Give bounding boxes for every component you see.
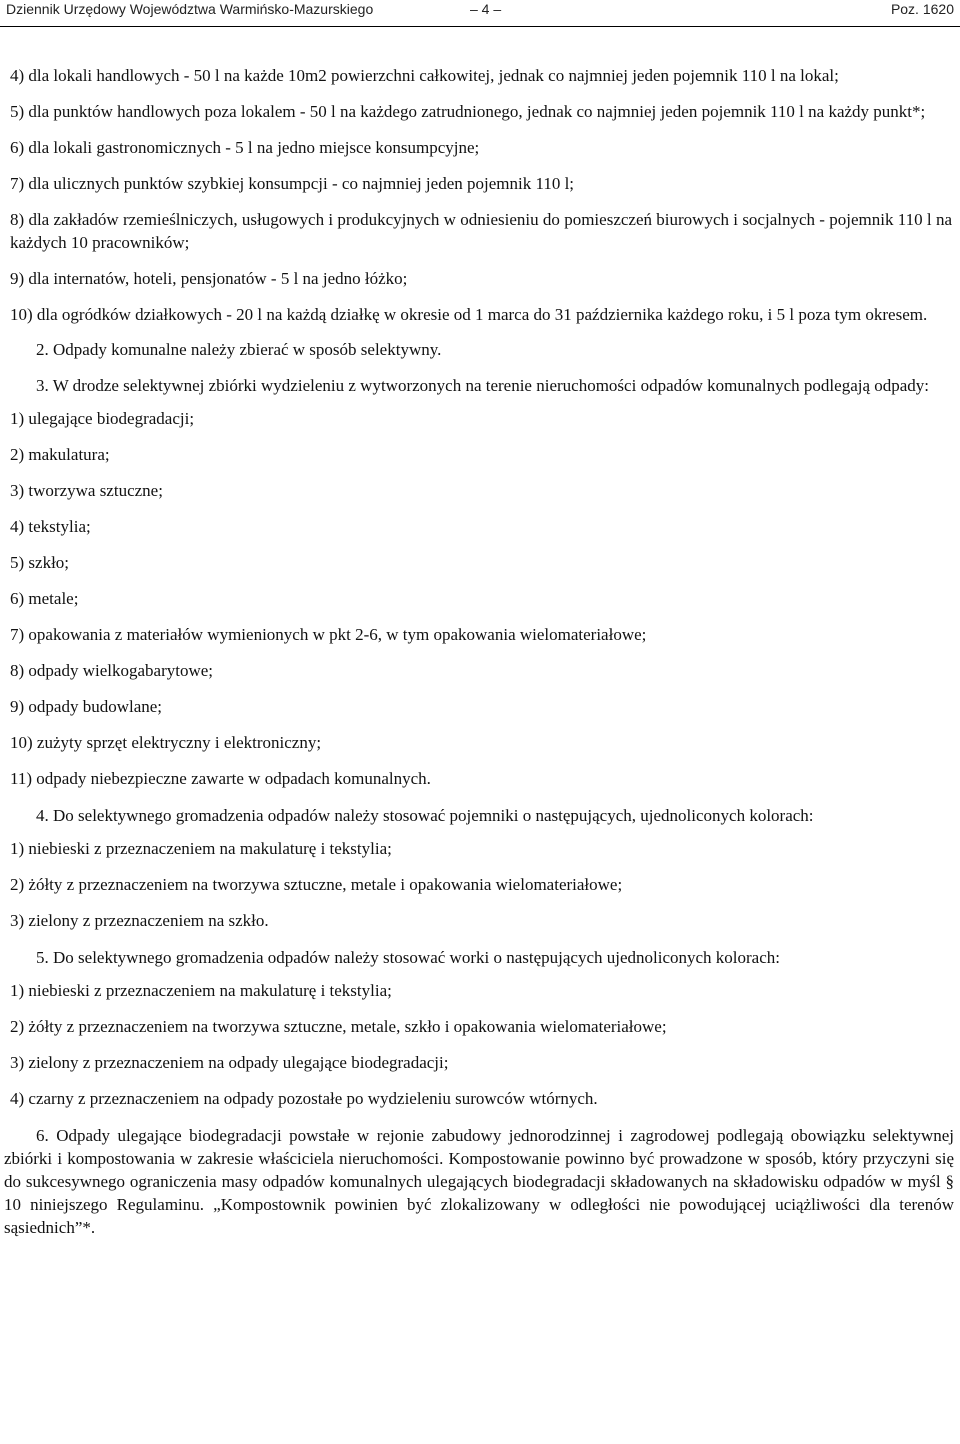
list-item: 2) makulatura; bbox=[10, 445, 110, 464]
page-number: – 4 – bbox=[470, 1, 502, 17]
section-2: 2. Odpady komunalne należy zbierać w sposób selektywny. bbox=[36, 340, 442, 359]
section-5: 5. Do selektywnego gromadzenia odpadów należy stosować worki o następujących ujednoliconych kolorach: bbox=[36, 948, 780, 967]
list-item: 4) dla lokali handlowych - 50 l na każde 10m2 powierzchni całkowitej, jednak co najmniej jeden pojemnik 110 l na lokal; bbox=[10, 66, 839, 85]
list-item: 4) tekstylia; bbox=[10, 517, 91, 536]
list-item: 8) dla zakładów rzemieślniczych, usługowych i produkcyjnych w odniesieniu do pomieszczeń biurowych i socjalnych - pojemnik 110 l na każdych 10 pracowników; bbox=[10, 210, 952, 252]
list-item: 5) dla punktów handlowych poza lokalem - 50 l na każdego zatrudnionego, jednak co najmniej jeden pojemnik 110 l na każdy punkt*; bbox=[10, 102, 926, 121]
list-item: 1) niebieski z przeznaczeniem na makulaturę i tekstylia; bbox=[10, 981, 392, 1000]
page-header bbox=[0, 0, 960, 27]
journal-title: Dziennik Urzędowy Województwa Warmińsko-Mazurskiego bbox=[6, 1, 374, 17]
list-item: 6) metale; bbox=[10, 589, 79, 608]
list-item: 7) dla ulicznych punktów szybkiej konsumpcji - co najmniej jeden pojemnik 110 l; bbox=[10, 174, 575, 193]
list-item: 10) zużyty sprzęt elektryczny i elektroniczny; bbox=[10, 733, 322, 752]
section-6: 6. Odpady ulegające biodegradacji powstałe w rejonie zabudowy jednorodzinnej i zagrodowej podlegają obowiązku selektywnej zbiórki i kompostowania w zakresie właściciela nieruchomości. Kompostowanie powinno być prowadzone w sposób, który przyczyni się do sukcesywnego ograniczenia masy odpadów komunalnych ulegających biodegradacji składowanych na składowisku odpadów w myśl § 10 niniejszego Regulaminu. „Kompostownik powinien być zlokalizowany w odległości nie powodującej uciążliwości dla terenów sąsiednich”*. bbox=[4, 1126, 954, 1237]
list-item: 9) odpady budowlane; bbox=[10, 697, 163, 716]
position-number: Poz. 1620 bbox=[890, 1, 954, 17]
list-item: 11) odpady niebezpieczne zawarte w odpadach komunalnych. bbox=[10, 769, 431, 788]
list-item: 7) opakowania z materiałów wymienionych w pkt 2-6, w tym opakowania wielomateriałowe; bbox=[10, 625, 647, 644]
section-4: 4. Do selektywnego gromadzenia odpadów należy stosować pojemniki o następujących, ujednoliconych kolorach: bbox=[36, 806, 814, 825]
section-3: 3. W drodze selektywnej zbiórki wydzieleniu z wytworzonych na terenie nieruchomości odpadów komunalnych podlegają odpady: bbox=[36, 376, 930, 395]
list-item: 2) żółty z przeznaczeniem na tworzywa sztuczne, metale, szkło i opakowania wielomateriałowe; bbox=[10, 1017, 667, 1036]
list-item: 3) tworzywa sztuczne; bbox=[10, 481, 163, 500]
list-item: 10) dla ogródków działkowych - 20 l na każdą działkę w okresie od 1 marca do 31 października każdego roku, i 5 l poza tym okresem. bbox=[10, 305, 928, 324]
list-item: 4) czarny z przeznaczeniem na odpady pozostałe po wydzieleniu surowców wtórnych. bbox=[10, 1089, 598, 1108]
document-body bbox=[0, 64, 960, 1239]
list-item: 3) zielony z przeznaczeniem na odpady ulegające biodegradacji; bbox=[10, 1053, 449, 1072]
list-item: 6) dla lokali gastronomicznych - 5 l na jedno miejsce konsumpcyjne; bbox=[10, 138, 480, 157]
list-item: 3) zielony z przeznaczeniem na szkło. bbox=[10, 911, 269, 930]
list-item: 9) dla internatów, hoteli, pensjonatów - 5 l na jedno łóżko; bbox=[10, 269, 408, 288]
list-item: 1) ulegające biodegradacji; bbox=[10, 409, 195, 428]
list-item: 2) żółty z przeznaczeniem na tworzywa sztuczne, metale i opakowania wielomateriałowe; bbox=[10, 875, 623, 894]
list-item: 8) odpady wielkogabarytowe; bbox=[10, 661, 213, 680]
list-item: 1) niebieski z przeznaczeniem na makulaturę i tekstylia; bbox=[10, 839, 392, 858]
list-item: 5) szkło; bbox=[10, 553, 70, 572]
